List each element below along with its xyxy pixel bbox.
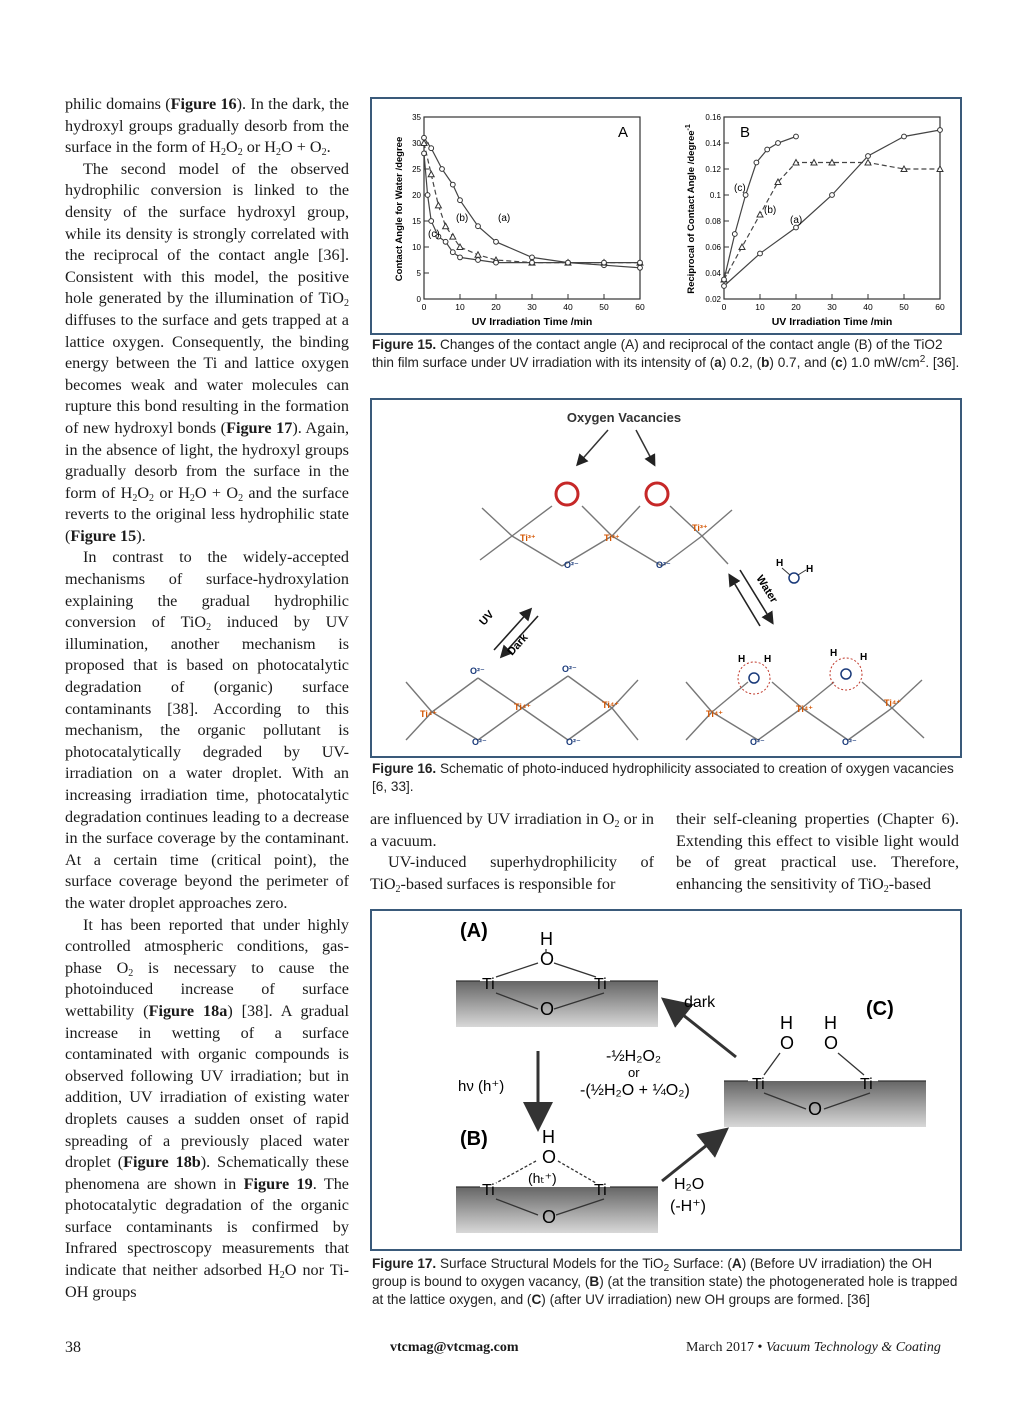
data-point [458,255,463,260]
x-tick-label: 50 [599,302,609,312]
paragraph-6: UV-induced superhydrophilicity of TiO$_2$-based surfaces is responsible for [370,853,654,895]
data-point [494,239,499,244]
figure-17-box [370,909,962,1251]
chart-b-xlabel: UV Irradiation Time /min [771,316,893,328]
label-b: (B) [460,1128,488,1150]
dark-label: Dark [505,631,531,659]
y-tick-label: 15 [412,217,421,226]
h2o-o2-label: -(½H₂O + ¼O₂) [580,1082,690,1099]
data-point [443,223,449,229]
water-oxygen-atom [789,573,799,583]
right-text-column [676,809,959,895]
x-tick-label: 40 [863,302,873,312]
y-tick-label: 0 [416,295,421,304]
data-point [450,250,455,255]
paragraph-5: are influenced by UV irradiation in $O_2$ or in a vacuum. [370,810,654,850]
o2-label: O²⁻ [656,560,671,570]
series-line-b [724,163,940,280]
chart-a-panel-label: A [618,124,629,141]
o2-label: O²⁻ [842,737,857,747]
data-point [830,193,835,198]
oxygen-vacancy-circle-2 [646,483,668,505]
atom-h: H [540,929,553,949]
chart-a-ylabel: Contact Angle for Water /degree [394,136,405,282]
y-tick-label: 0.08 [705,217,721,226]
hydroxyl-site-2 [830,658,862,690]
page-number: 38 [65,1339,81,1356]
y-tick-label: 0.1 [709,191,721,200]
data-point [443,239,448,244]
atom-ti: Ti [752,1076,765,1093]
data-point [732,232,737,237]
chart-b-ylabel: Reciprocal of Contact Angle /degree$^{-1}$ [685,124,697,294]
x-tick-label: 50 [899,302,909,312]
atom-o: O [780,1033,795,1053]
ti3-label: Ti³⁺ [692,523,708,533]
o2-label: O²⁻ [564,560,579,570]
x-tick-label: 30 [527,302,537,312]
atom-h: H [542,1127,555,1147]
data-point [428,171,434,177]
chart-a-curve-b-label: (b) [456,213,469,224]
atom-ti: Ti [482,1182,495,1199]
data-point [722,284,727,289]
chart-a-xlabel: UV Irradiation Time /min [471,316,593,328]
dark-arrow [668,1003,736,1057]
data-point [450,234,456,240]
y-tick-label: 0.06 [705,243,721,252]
x-tick-label: 0 [721,302,727,312]
minus-h-label: (-H⁺) [670,1198,706,1215]
ti4-label: Ti⁴⁺ [796,704,814,714]
footer-issue: March 2017 • Vacuum Technology & Coating [686,1340,941,1355]
hydroxyl-oxygen-1 [749,673,759,683]
data-point [425,193,430,198]
atom-o: O [808,1099,823,1119]
data-point [866,154,871,159]
middle-text-column [370,809,654,895]
atom-h: H [780,1013,793,1033]
h-label: H [830,648,838,659]
y-tick-label: 0.16 [705,113,721,122]
atom-ti: Ti [594,1182,607,1199]
y-tick-label: 0.04 [705,269,721,278]
data-point [638,265,643,270]
hydroxyl-site-1 [738,662,770,694]
o2-label: O²⁻ [470,666,485,676]
atom-ti: Ti [860,1076,873,1093]
y-tick-label: 0.14 [705,139,721,148]
h-label: H [806,564,814,575]
chart-b-frame [724,117,940,299]
figure-15-charts [372,99,960,333]
figure-15-box [370,97,962,335]
figure-17-caption: Figure 17. Surface Structural Models for the TiO$_2$ Surface: (A) (Before UV irradiation) the OH group is bound to oxygen vacancy, (B) (at the transition state) the photogenerated hole is trapped at the lattice oxygen, and (C) (after UV irradiation) new OH groups are formed. [36] [372,1256,958,1307]
x-tick-label: 40 [563,302,573,312]
data-point [450,182,455,187]
h2o-label: H₂O [674,1176,705,1193]
y-tick-label: 10 [412,243,421,252]
x-tick-label: 20 [491,302,501,312]
data-point [739,244,745,250]
paragraph-7: their self-cleaning properties (Chapter 6). Extending this effect to visible light would be of great practical use. Therefore, enhancing the sensitivity of TiO$_2$-based [676,810,959,895]
hv-label: hν (h⁺) [458,1078,505,1095]
arrow-to-vacancy-1 [578,430,608,464]
data-point [458,198,463,203]
data-point [757,212,763,218]
left-text-column [65,94,349,1303]
x-tick-label: 0 [421,302,427,312]
ti4-label: Ti⁴⁺ [602,700,620,710]
data-point [938,128,943,133]
x-tick-label: 60 [935,302,945,312]
figure-16-caption: Figure 16. Schematic of photo-induced hydrophilicity associated to creation of oxygen vacancies [6, 33]. [372,761,954,794]
data-point [638,260,643,265]
atom-h: H [824,1013,837,1033]
atom-o: O [542,1207,557,1227]
dark-label: dark [684,994,716,1011]
data-point [440,167,445,172]
paragraph-4: It has been reported that under highly controlled atmospheric conditions, gas-phase $O_2$ is necessary to cause the photoinduced increase of surface wettability (Figure 18a) [38]. A gradual increase in wetting of a surface contaminated with organic compounds is observed following UV irradiation; but in addition, UV irradiation of existing water droplets causes a sudden onset of rapid spreading of a previously placed water droplet (Figure 18b). Schematically these phenomena are shown in Figure 19. The photocatalytic degradation of the organic surface contaminants is confirmed by Infrared spectroscopy measurements that indicate that neither adsorbed $H_2O$ nor Ti-OH groups [65,915,350,1301]
x-tick-label: 10 [455,302,465,312]
data-point [429,146,434,151]
chart-a-curve-c-label: (c) [428,229,440,240]
figure-16-schematic [372,400,960,756]
ti4-label: Ti⁴⁺ [884,698,902,708]
data-point [754,160,759,165]
o2-label: O²⁻ [562,664,577,674]
paragraph-3: In contrast to the widely-accepted mechanisms of surface-hydroxylation explaining the gradual hydrophilic conversion of TiO$_2$ induced by UV illumination, another mechanism is proposed that is based on photocatalytic degradation of (organic) surface contaminants [38]. According to this mechanism, the organic pollutant is photocatalytically degraded by UV-irradiation on a water droplet. With an increasing irradiation time, photocatalytic degradation continues leading to a decrease in the surface coverage by the contaminant. At a certain time (critical point), the surface coverage beyond the perimeter of the water droplet approaches zero. [65,548,349,912]
y-tick-label: 25 [412,165,421,174]
data-point [776,141,781,146]
h-label: H [738,654,746,665]
data-point [765,147,770,152]
series-line-c [724,137,796,280]
paragraph-1: philic domains (Figure 16). In the dark, the hydroxyl groups gradually desorb from the surface in the form of $H_2O_2$ or $H_2O + O_2$. [65,95,349,159]
atom-o: O [540,949,555,969]
data-point [435,202,441,208]
x-tick-label: 20 [791,302,801,312]
water-arrow-up [730,576,760,626]
data-point [602,260,607,265]
data-point [476,258,481,263]
ht-label: (hₜ⁺) [528,1170,557,1186]
figure-16-box [370,398,962,758]
o2-label: O²⁻ [566,737,581,747]
uv-label: UV [477,608,497,629]
h-label: H [860,652,868,663]
data-point [429,219,434,224]
figure-15-caption: Figure 15. Changes of the contact angle (A) and reciprocal of the contact angle (B) of the TiO2 thin film surface under UV irradiation with its intensity of (a) 0.2, (b) 0.7, and (c) 1.0 $mW/cm^2$. [36]. [372,337,960,370]
ti4-label: Ti⁴⁺ [514,702,532,712]
o2-label: O²⁻ [472,737,487,747]
arrow-to-vacancy-2 [636,430,654,464]
x-tick-label: 30 [827,302,837,312]
paragraph-2: The second model of the observed hydrophilic conversion is linked to the density of the surface hydroxyl group, while its density is strongly correlated with the reciprocal of the contact angle [36]. Consistent with this model, the positive hole generated by the illumination of TiO$_2$ diffuses to the surface and gets trapped at a lattice oxygen. Consequently, the binding energy between the Ti and lattice oxygen becomes weak and water molecules can rupture this bond resulting in the formation of new hydroxyl bonds (Figure 17). Again, in the absence of light, the hydroxyl groups gradually desorb from the surface in the form of $H_2O_2$ or $H_2O + O_2$ and the surface reverts to the original less hydrophilic state (Figure 15). [65,159,350,545]
x-tick-label: 60 [635,302,645,312]
or-label: or [628,1065,640,1080]
y-tick-label: 0.12 [705,165,721,174]
data-point [758,251,763,256]
y-tick-label: 0.02 [705,295,721,304]
chart-a-curve-a-label: (a) [498,213,511,224]
oxygen-vacancies-label: Oxygen Vacancies [566,410,682,425]
atom-ti: Ti [482,976,495,993]
ti3-label: Ti³⁺ [604,533,620,543]
data-point [566,260,571,265]
data-point [902,134,907,139]
water-label: Water [753,573,780,606]
series-line-c [424,153,640,262]
data-point [794,134,799,139]
chart-b-curve-b-label: (b) [764,205,777,216]
chart-b-curve-a-label: (a) [790,215,803,226]
o2-label: O²⁻ [750,737,765,747]
data-point [422,151,427,156]
data-point [476,224,481,229]
h-label: H [776,558,784,569]
series-line-a [724,130,940,286]
series-line-b [424,143,640,263]
atom-o: O [540,999,555,1019]
chart-b-curve-c-label: (c) [734,183,746,194]
data-point [494,260,499,265]
y-tick-label: 5 [416,269,421,278]
data-point [722,277,727,282]
ti3-label: Ti³⁺ [520,533,536,543]
h2o-arrow [662,1133,722,1181]
atom-o: O [824,1033,839,1053]
data-point [475,252,481,257]
h-label: H [764,654,772,665]
data-point [865,160,871,166]
y-tick-label: 30 [412,139,421,148]
figure-17-schematic [372,911,960,1249]
data-point [530,260,535,265]
label-a: (A) [460,920,488,942]
h2o2-label: -½H₂O₂ [606,1048,662,1065]
series-line-a [424,138,640,268]
oxygen-vacancy-circle-1 [556,483,578,505]
footer-email: vtcmag@vtcmag.com [390,1340,519,1355]
atom-ti: Ti [594,976,607,993]
ti4-label: Ti⁴⁺ [420,709,438,719]
atom-o: O [542,1147,557,1167]
label-c: (C) [866,998,894,1020]
chart-b-panel-label: B [740,124,751,141]
y-tick-label: 35 [412,113,421,122]
y-tick-label: 20 [412,191,421,200]
x-tick-label: 10 [755,302,765,312]
hydroxyl-oxygen-2 [841,669,851,679]
ti4-label: Ti⁴⁺ [706,709,724,719]
chart-a-frame [424,117,640,299]
